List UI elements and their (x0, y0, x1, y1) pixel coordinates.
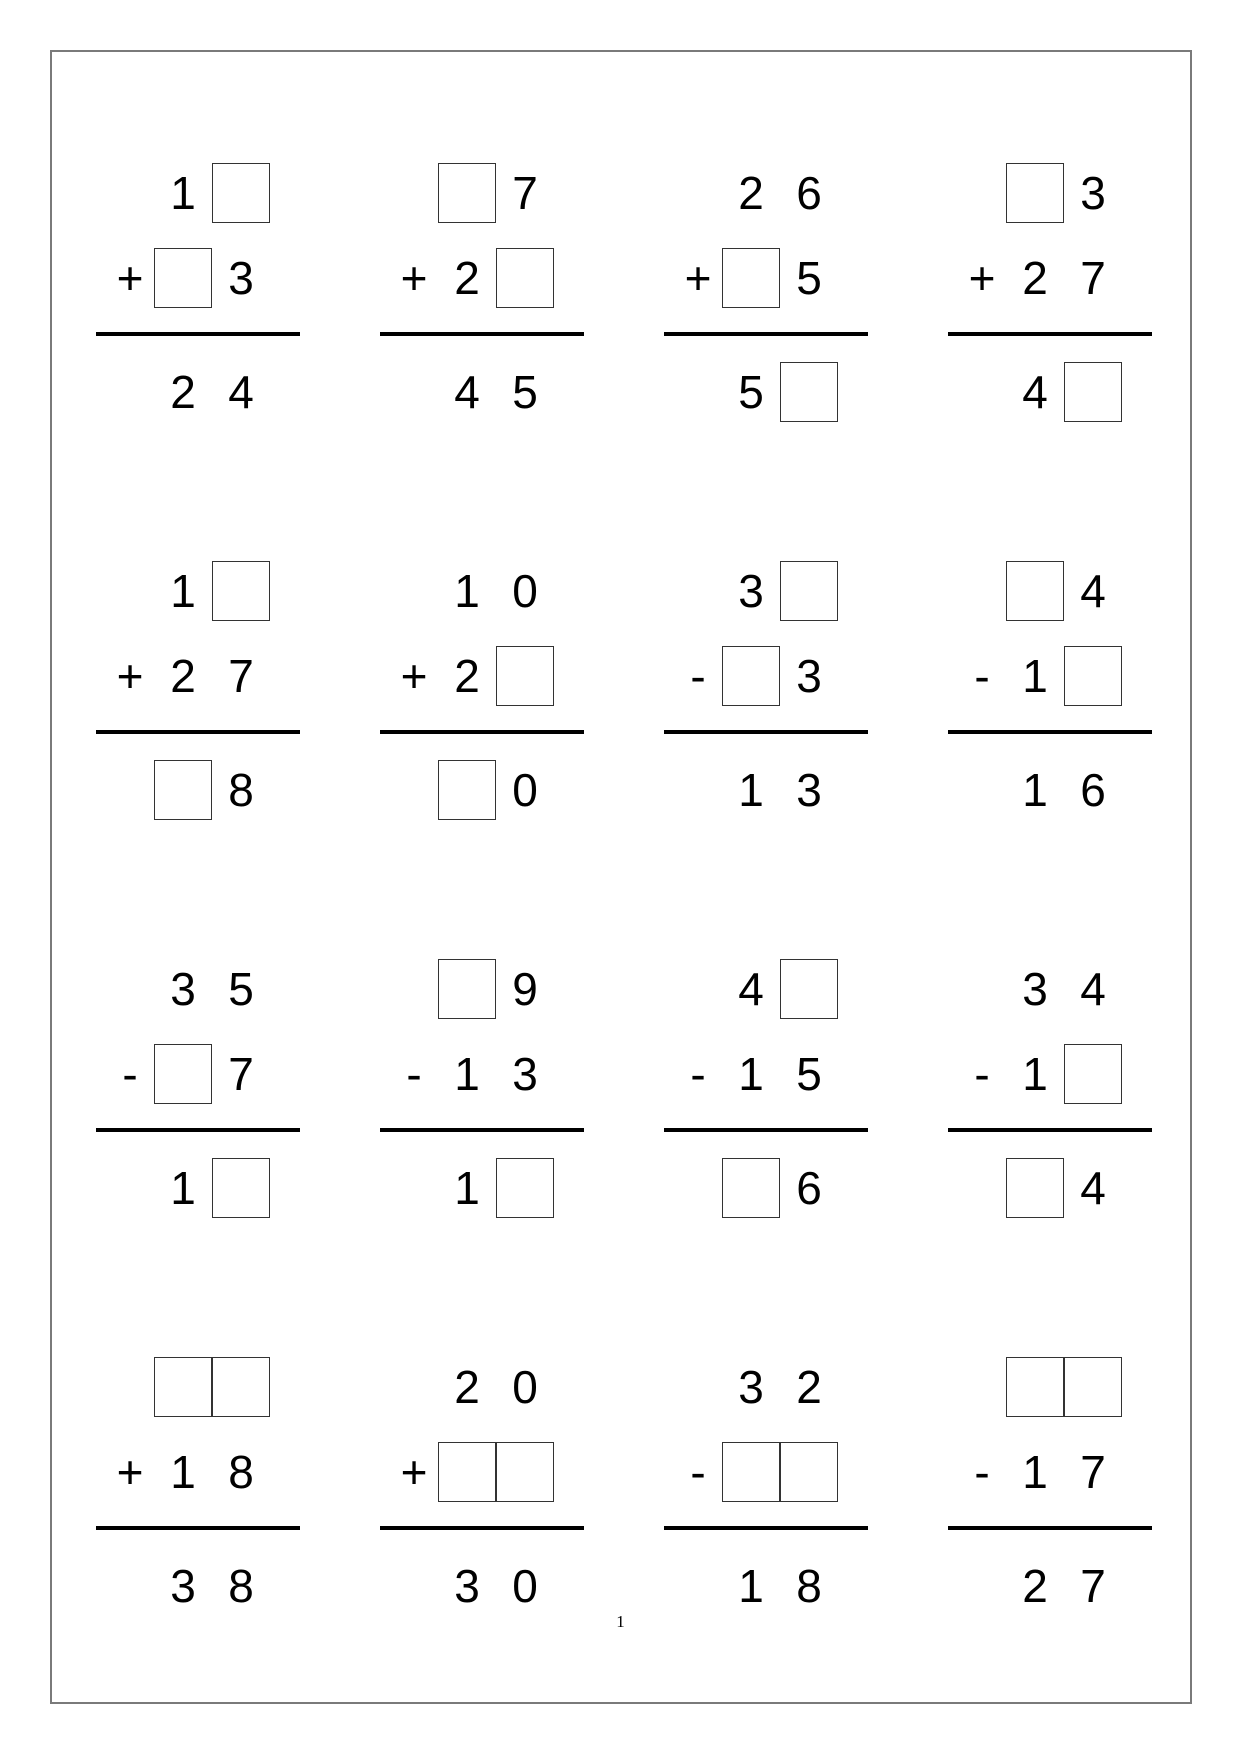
problem-13 (96, 1349, 300, 1612)
answer-box[interactable] (1006, 561, 1064, 621)
answer-line (664, 1128, 868, 1132)
operator: + (684, 252, 712, 304)
operator: + (400, 1446, 428, 1498)
bot-row (96, 760, 300, 820)
digit: 3 (170, 963, 196, 1015)
operator: + (968, 252, 996, 304)
problem-1 (96, 155, 300, 418)
digit: 3 (454, 1560, 480, 1612)
operator: - (690, 650, 706, 702)
answer-box[interactable] (212, 1158, 270, 1218)
problem-16 (948, 1349, 1152, 1612)
mid-row (96, 248, 300, 308)
top-row (664, 561, 868, 621)
digit: 1 (738, 1048, 764, 1100)
top-row (96, 561, 300, 621)
answer-line (664, 1526, 868, 1530)
page-number: 1 (616, 1612, 625, 1631)
top-row (96, 1357, 300, 1417)
answer-box[interactable] (212, 1357, 270, 1417)
digit: 2 (454, 650, 480, 702)
answer-box[interactable] (438, 163, 496, 223)
problem-7 (664, 553, 868, 816)
answer-box[interactable] (1064, 646, 1122, 706)
answer-box[interactable] (722, 1158, 780, 1218)
answer-box[interactable] (212, 163, 270, 223)
mid-row (664, 1442, 868, 1502)
bot-row (664, 1158, 868, 1218)
digit: 0 (512, 565, 538, 617)
answer-box[interactable] (496, 1158, 554, 1218)
top-row (380, 561, 584, 621)
digit: 7 (1080, 1560, 1106, 1612)
answer-box[interactable] (780, 1442, 838, 1502)
mid-row (96, 646, 300, 706)
mid-row (664, 646, 868, 706)
problem-4 (948, 155, 1152, 418)
top-row (948, 959, 1152, 1019)
answer-box[interactable] (496, 646, 554, 706)
answer-box[interactable] (438, 1442, 496, 1502)
operator: + (116, 650, 144, 702)
digit: 2 (454, 1361, 480, 1413)
bot-row (96, 1158, 300, 1218)
mid-row (948, 1442, 1152, 1502)
answer-box[interactable] (722, 1442, 780, 1502)
bot-row (380, 760, 584, 820)
top-row (380, 959, 584, 1019)
digit: 3 (512, 1048, 538, 1100)
top-row (948, 561, 1152, 621)
digit: 3 (796, 764, 822, 816)
digit: 2 (1022, 252, 1048, 304)
answer-box[interactable] (1064, 1044, 1122, 1104)
operator: - (974, 1048, 990, 1100)
digit: 3 (228, 252, 254, 304)
digit: 2 (170, 650, 196, 702)
top-row (380, 1357, 584, 1417)
bot-row (380, 362, 584, 422)
answer-box[interactable] (780, 561, 838, 621)
answer-line (664, 332, 868, 336)
bot-row (948, 1158, 1152, 1218)
mid-row (664, 1044, 868, 1104)
digit: 1 (738, 764, 764, 816)
digit: 1 (1022, 764, 1048, 816)
operator: - (690, 1446, 706, 1498)
digit: 3 (1022, 963, 1048, 1015)
digit: 8 (228, 764, 254, 816)
answer-box[interactable] (154, 1357, 212, 1417)
problem-9 (96, 951, 300, 1214)
answer-line (948, 1128, 1152, 1132)
digit: 3 (1080, 167, 1106, 219)
answer-box[interactable] (212, 561, 270, 621)
answer-line (380, 1526, 584, 1530)
problem-10 (380, 951, 584, 1214)
digit: 7 (228, 650, 254, 702)
digit: 6 (796, 167, 822, 219)
top-row (664, 959, 868, 1019)
digit: 3 (796, 650, 822, 702)
digit: 4 (454, 366, 480, 418)
mid-row (664, 248, 868, 308)
top-row (948, 1357, 1152, 1417)
answer-box[interactable] (780, 362, 838, 422)
digit: 5 (796, 1048, 822, 1100)
mid-row (948, 248, 1152, 308)
problem-6 (380, 553, 584, 816)
answer-line (96, 1526, 300, 1530)
digit: 2 (738, 167, 764, 219)
operator: - (974, 1446, 990, 1498)
answer-line (948, 1526, 1152, 1530)
digit: 1 (170, 565, 196, 617)
digit: 6 (1080, 764, 1106, 816)
digit: 8 (228, 1446, 254, 1498)
bot-row (380, 1158, 584, 1218)
top-row (380, 163, 584, 223)
answer-box[interactable] (438, 760, 496, 820)
mid-row (948, 1044, 1152, 1104)
answer-box[interactable] (154, 760, 212, 820)
digit: 5 (738, 366, 764, 418)
digit: 5 (512, 366, 538, 418)
digit: 3 (170, 1560, 196, 1612)
bot-row (664, 760, 868, 820)
digit: 0 (512, 1361, 538, 1413)
answer-box[interactable] (780, 959, 838, 1019)
digit: 8 (796, 1560, 822, 1612)
digit: 8 (228, 1560, 254, 1612)
digit: 7 (228, 1048, 254, 1100)
bot-row (96, 1556, 300, 1616)
problem-15 (664, 1349, 868, 1612)
digit: 4 (738, 963, 764, 1015)
answer-box[interactable] (496, 1442, 554, 1502)
operator: - (690, 1048, 706, 1100)
digit: 1 (454, 1048, 480, 1100)
digit: 4 (1080, 1162, 1106, 1214)
answer-box[interactable] (496, 248, 554, 308)
digit: 4 (1022, 366, 1048, 418)
mid-row (96, 1044, 300, 1104)
answer-line (948, 730, 1152, 734)
operator: + (116, 1446, 144, 1498)
mid-row (380, 248, 584, 308)
answer-box[interactable] (1064, 362, 1122, 422)
operator: - (974, 650, 990, 702)
digit: 3 (738, 565, 764, 617)
digit: 9 (512, 963, 538, 1015)
answer-line (948, 332, 1152, 336)
operator: - (406, 1048, 422, 1100)
digit: 1 (454, 565, 480, 617)
answer-box[interactable] (1006, 1357, 1064, 1417)
bot-row (948, 1556, 1152, 1616)
mid-row (380, 1442, 584, 1502)
problem-2 (380, 155, 584, 418)
answer-box[interactable] (438, 959, 496, 1019)
digit: 7 (512, 167, 538, 219)
digit: 1 (454, 1162, 480, 1214)
digit: 1 (170, 1446, 196, 1498)
digit: 1 (170, 1162, 196, 1214)
digit: 2 (454, 252, 480, 304)
answer-box[interactable] (1006, 163, 1064, 223)
answer-box[interactable] (1006, 1158, 1064, 1218)
operator: + (400, 650, 428, 702)
operator: - (122, 1048, 138, 1100)
operator: + (400, 252, 428, 304)
digit: 7 (1080, 1446, 1106, 1498)
digit: 4 (1080, 963, 1106, 1015)
mid-row (96, 1442, 300, 1502)
problem-12 (948, 951, 1152, 1214)
digit: 2 (170, 366, 196, 418)
problem-14 (380, 1349, 584, 1612)
digit: 6 (796, 1162, 822, 1214)
digit: 1 (170, 167, 196, 219)
problem-8 (948, 553, 1152, 816)
answer-line (380, 1128, 584, 1132)
bot-row (664, 1556, 868, 1616)
digit: 3 (738, 1361, 764, 1413)
digit: 0 (512, 764, 538, 816)
top-row (96, 959, 300, 1019)
mid-row (948, 646, 1152, 706)
mid-row (380, 646, 584, 706)
digit: 5 (796, 252, 822, 304)
mid-row (380, 1044, 584, 1104)
digit: 4 (228, 366, 254, 418)
top-row (96, 163, 300, 223)
answer-box[interactable] (1064, 1357, 1122, 1417)
answer-line (96, 1128, 300, 1132)
answer-line (380, 332, 584, 336)
bot-row (96, 362, 300, 422)
digit: 2 (796, 1361, 822, 1413)
digit: 4 (1080, 565, 1106, 617)
bot-row (380, 1556, 584, 1616)
digit: 1 (1022, 1446, 1048, 1498)
top-row (948, 163, 1152, 223)
digit: 1 (1022, 1048, 1048, 1100)
digit: 0 (512, 1560, 538, 1612)
answer-box[interactable] (154, 248, 212, 308)
digit: 1 (1022, 650, 1048, 702)
problem-3 (664, 155, 868, 418)
bot-row (948, 760, 1152, 820)
top-row (664, 1357, 868, 1417)
digit: 7 (1080, 252, 1106, 304)
answer-line (96, 332, 300, 336)
problem-11 (664, 951, 868, 1214)
answer-box[interactable] (154, 1044, 212, 1104)
operator: + (116, 252, 144, 304)
answer-line (664, 730, 868, 734)
answer-line (380, 730, 584, 734)
digit: 1 (738, 1560, 764, 1612)
answer-box[interactable] (722, 646, 780, 706)
answer-box[interactable] (722, 248, 780, 308)
bot-row (664, 362, 868, 422)
digit: 5 (228, 963, 254, 1015)
answer-line (96, 730, 300, 734)
bot-row (948, 362, 1152, 422)
top-row (664, 163, 868, 223)
digit: 2 (1022, 1560, 1048, 1612)
problem-5 (96, 553, 300, 816)
